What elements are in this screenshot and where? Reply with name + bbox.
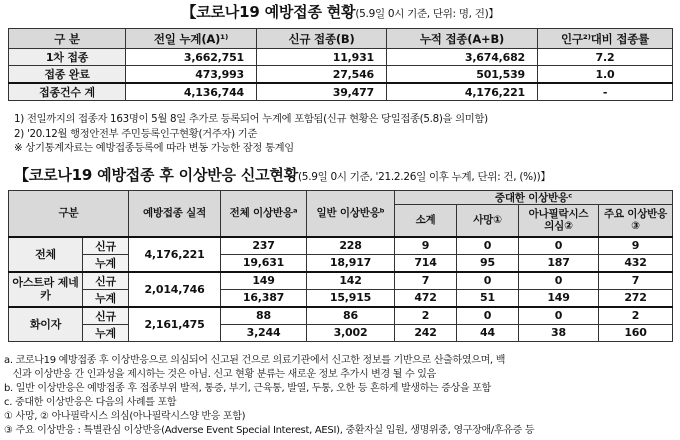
row-label: 접종건수 계 xyxy=(9,83,126,101)
cell-cum: 501,539 xyxy=(387,66,538,84)
cell-vacc: 2,014,746 xyxy=(129,272,221,307)
cell-general: 86 xyxy=(307,307,395,325)
row-label: 접종 완료 xyxy=(9,66,126,84)
cell-anaph: 0 xyxy=(519,307,599,325)
table-row xyxy=(9,66,673,84)
footnote: ③ 주요 이상반응 : 특별관심 이상반응(Adverse Event Special Interest, AESI), 중환자실 입원, 생명위중, 영구장애/후유증 등 xyxy=(4,425,535,436)
title-sub: (5.9일 0시 기준, '21.2.26일 이후 누계, 단위: 건, (%))】 xyxy=(298,171,551,183)
cell-cum: 3,674,682 xyxy=(387,49,538,66)
cell-prev: 4,136,744 xyxy=(126,83,257,101)
adverse-reaction-title xyxy=(14,164,680,185)
cell-death: 95 xyxy=(457,254,519,272)
table-row xyxy=(9,237,673,255)
footnote: 1) 전일까지의 접종자 163명이 5월 8일 추가로 등록되어 누계에 포함됨(신규 현황은 당일접종(5.8)을 의미함) xyxy=(14,113,488,125)
table-header-row xyxy=(9,191,673,205)
header-category: 구분 xyxy=(9,191,129,237)
cell-anaph: 187 xyxy=(519,254,599,272)
footnote: 2) '20.12월 행정안전부 주민등록인구현황(거주자) 기준 xyxy=(14,127,258,140)
vaccination-status-table xyxy=(8,28,673,101)
cell-vacc: 4,176,221 xyxy=(129,237,221,272)
cell-minor: 7 xyxy=(395,272,457,290)
cell-minor: 714 xyxy=(395,254,457,272)
group-label: 전체 xyxy=(9,237,83,272)
cell-vacc: 2,161,475 xyxy=(129,307,221,342)
header-serious-reactions: 중대한 이상반응ᶜ xyxy=(395,191,673,205)
cell-cum: 4,176,221 xyxy=(387,83,538,101)
cell-prev: 473,993 xyxy=(126,66,257,84)
cell-total: 16,387 xyxy=(221,289,307,307)
cell-rate: - xyxy=(538,83,673,101)
cell-total: 149 xyxy=(221,272,307,290)
cell-total: 237 xyxy=(221,237,307,255)
cell-minor: 472 xyxy=(395,289,457,307)
table-row xyxy=(9,324,673,341)
header-prev-total: 전일 누계(A)¹⁾ xyxy=(126,29,257,49)
header-new: 신규 접종(B) xyxy=(257,29,387,49)
table-row xyxy=(9,83,673,101)
header-category: 구 분 xyxy=(9,29,126,49)
cell-major: 432 xyxy=(599,254,673,272)
footnote: c. 중대한 이상반응은 다음의 사례를 포함 xyxy=(4,397,177,408)
cell-anaph: 149 xyxy=(519,289,599,307)
header-cumulative: 누적 접종(A+B) xyxy=(387,29,538,49)
header-major: 주요 이상반응③ xyxy=(599,205,673,237)
table-row xyxy=(9,307,673,325)
group-label: 화이자 xyxy=(9,307,83,342)
cell-anaph: 0 xyxy=(519,272,599,290)
cell-major: 7 xyxy=(599,272,673,290)
cell-minor: 2 xyxy=(395,307,457,325)
row-type: 신규 xyxy=(83,272,129,290)
cell-death: 0 xyxy=(457,307,519,325)
title-main: 【코로나19 예방접종 현황 xyxy=(181,3,356,21)
table-row xyxy=(9,272,673,290)
cell-anaph: 0 xyxy=(519,237,599,255)
table-row xyxy=(9,254,673,272)
cell-total: 3,244 xyxy=(221,324,307,341)
cell-anaph: 38 xyxy=(519,324,599,341)
cell-general: 15,915 xyxy=(307,289,395,307)
header-total-reactions: 전체 이상반응ᵃ xyxy=(221,191,307,237)
row-type: 신규 xyxy=(83,307,129,325)
vaccination-status-title xyxy=(0,1,680,22)
adverse-footnotes xyxy=(4,354,534,438)
cell-death: 44 xyxy=(457,324,519,341)
row-type: 누계 xyxy=(83,289,129,307)
title-sub: (5.9일 0시 기준, 단위: 명, 건)】 xyxy=(355,8,499,20)
table-header-row xyxy=(9,29,673,49)
table-row xyxy=(9,49,673,66)
cell-prev: 3,662,751 xyxy=(126,49,257,66)
header-subtotal: 소계 xyxy=(395,205,457,237)
row-label: 1차 접종 xyxy=(9,49,126,66)
footnote: a. 코로나19 예방접종 후 이상반응으로 의심되어 신고된 건으로 의료기관에서 신고한 정보를 기반으로 산출하였으며, 백 xyxy=(4,355,506,366)
cell-minor: 9 xyxy=(395,237,457,255)
cell-new: 39,477 xyxy=(257,83,387,101)
header-rate: 인구²⁾대비 접종률 xyxy=(538,29,673,49)
cell-new: 27,546 xyxy=(257,66,387,84)
cell-total: 88 xyxy=(221,307,307,325)
row-type: 누계 xyxy=(83,324,129,341)
cell-rate: 1.0 xyxy=(538,66,673,84)
table-row xyxy=(9,289,673,307)
group-label: 아스트라 제네카 xyxy=(9,272,83,307)
footnote: b. 일반 이상반응은 예방접종 후 접종부위 발적, 통증, 부기, 근육통, 발열, 두통, 오한 등 흔하게 발생하는 증상을 포함 xyxy=(4,383,491,394)
footnote: 신과 이상반응 간 인과성을 제시하는 것은 아님. 신고 현황 분류는 새로운 정보 추가시 변경 될 수 있음 xyxy=(4,369,436,380)
cell-general: 142 xyxy=(307,272,395,290)
cell-death: 0 xyxy=(457,237,519,255)
header-death: 사망① xyxy=(457,205,519,237)
cell-death: 51 xyxy=(457,289,519,307)
cell-general: 228 xyxy=(307,237,395,255)
header-general-reactions: 일반 이상반응ᵇ xyxy=(307,191,395,237)
cell-major: 272 xyxy=(599,289,673,307)
status-footnotes xyxy=(14,112,488,156)
cell-death: 0 xyxy=(457,272,519,290)
adverse-reaction-table xyxy=(8,190,673,342)
cell-general: 3,002 xyxy=(307,324,395,341)
cell-total: 19,631 xyxy=(221,254,307,272)
cell-new: 11,931 xyxy=(257,49,387,66)
cell-major: 2 xyxy=(599,307,673,325)
title-main: 【코로나19 예방접종 후 이상반응 신고현황 xyxy=(14,166,299,184)
row-type: 누계 xyxy=(83,254,129,272)
cell-rate: 7.2 xyxy=(538,49,673,66)
cell-general: 18,917 xyxy=(307,254,395,272)
footnote: ※ 상기통계자료는 예방접종등록에 따라 변동 가능한 잠정 통계임 xyxy=(14,142,294,154)
cell-major: 160 xyxy=(599,324,673,341)
cell-major: 9 xyxy=(599,237,673,255)
header-anaphylaxis: 아나필락시스 의심② xyxy=(519,205,599,237)
row-type: 신규 xyxy=(83,237,129,255)
header-vacc-count: 예방접종 실적 xyxy=(129,191,221,237)
footnote: ① 사망, ② 아나필락시스 의심(아나필락시스양 반응 포함) xyxy=(4,411,246,422)
cell-minor: 242 xyxy=(395,324,457,341)
